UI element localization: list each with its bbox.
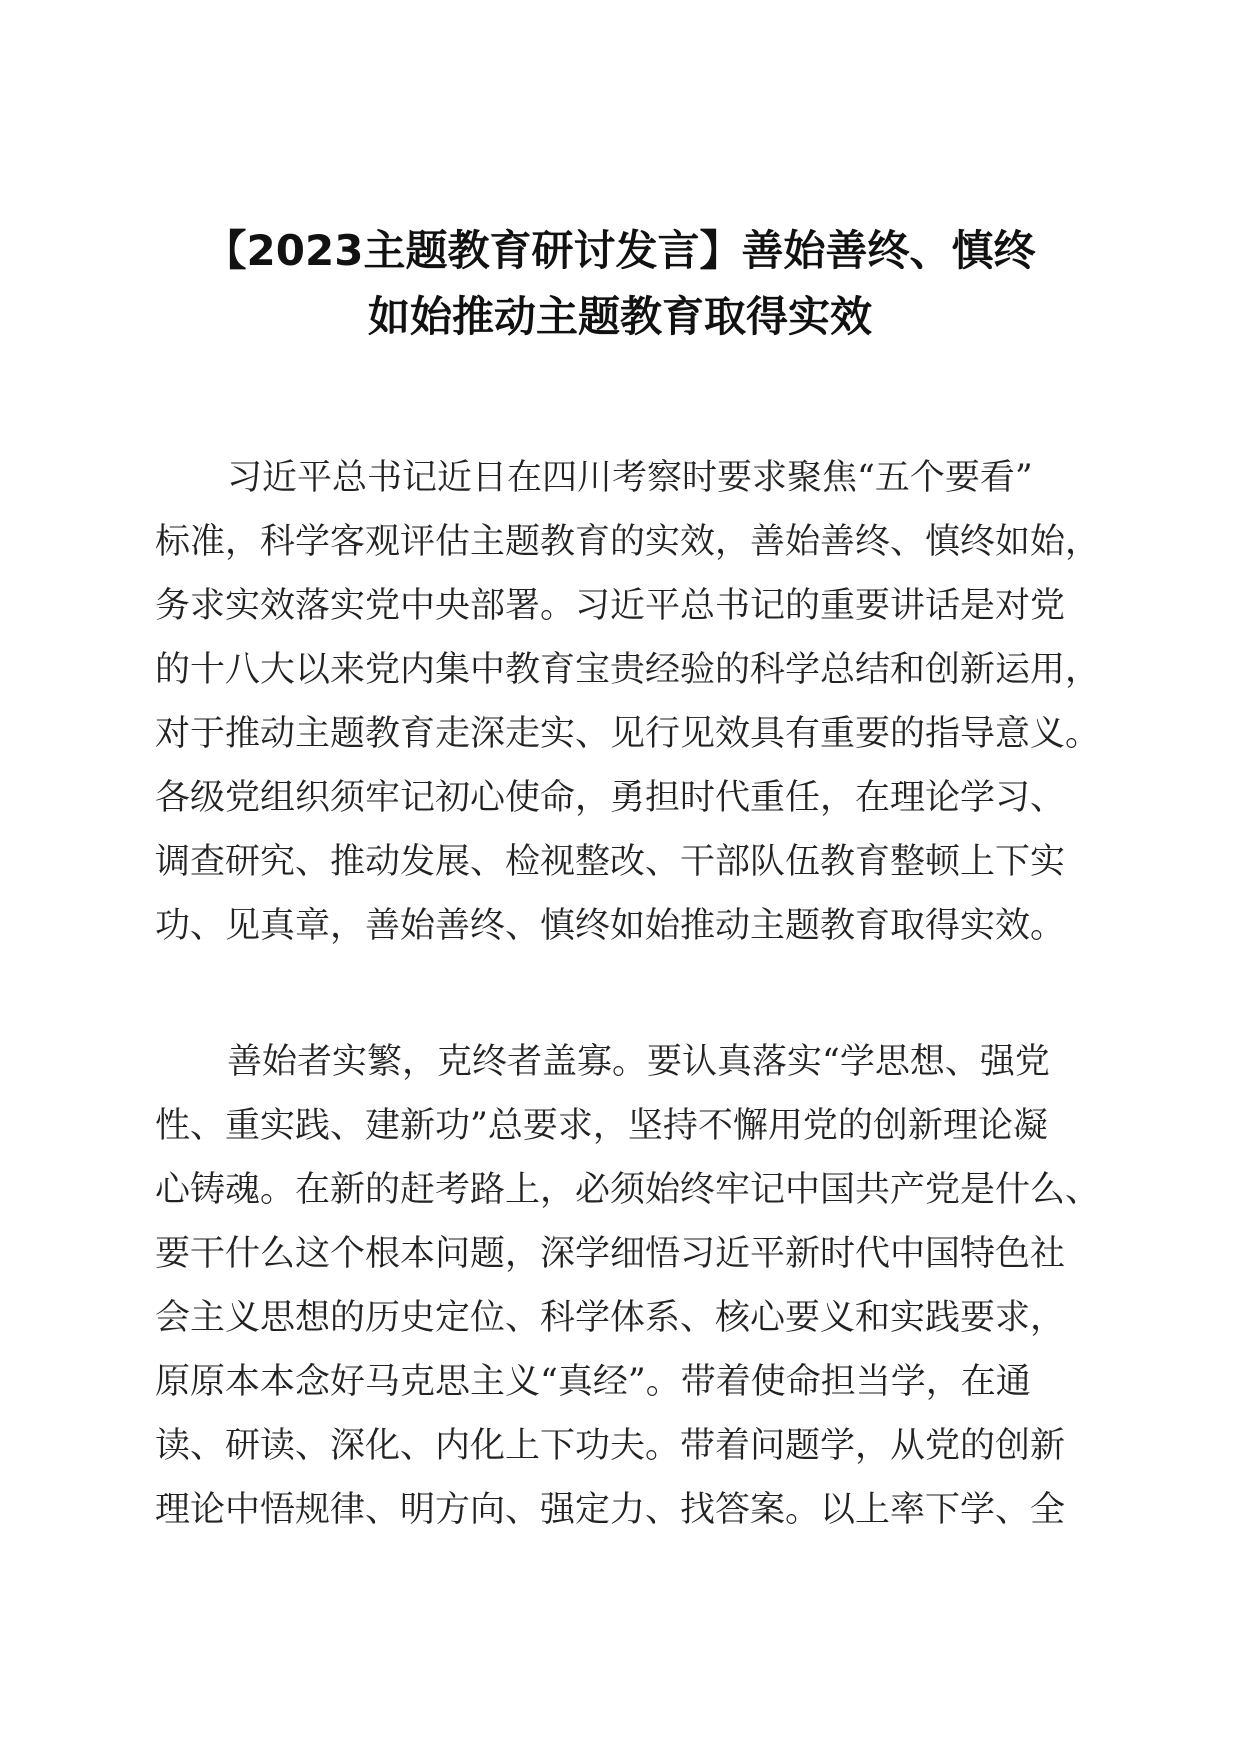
paragraph-line: 习近平总书记近日在四川考察时要求聚焦“五个要看” xyxy=(227,458,1033,498)
paragraph-line: 原原本本念好马克思主义“真经”。带着使命担当学，在通 xyxy=(155,1362,1031,1402)
paragraph-line: 功、见真章，善始善终、慎终如始推动主题教育取得实效。 xyxy=(155,906,1066,946)
paragraph-line: 读、研读、深化、内化上下功夫。带着问题学，从党的创新 xyxy=(155,1426,1066,1466)
paragraph-line: 理论中悟规律、明方向、强定力、找答案。以上率下学、全 xyxy=(155,1490,1066,1530)
paragraph-line: 会主义思想的历史定位、科学体系、核心要义和实践要求， xyxy=(155,1298,1066,1338)
paragraph-line: 性、重实践、建新功”总要求，坚持不懈用党的创新理论凝 xyxy=(155,1106,1048,1146)
title-line-1: 【2023主题教育研讨发言】善始善终、慎终 xyxy=(204,226,1036,275)
paragraph-line: 各级党组织须牢记初心使命，勇担时代重任，在理论学习、 xyxy=(155,778,1066,818)
paragraph-line: 对于推动主题教育走深走实、见行见效具有重要的指导意义。 xyxy=(155,714,1101,754)
paragraph-line: 要干什么这个根本问题，深学细悟习近平新时代中国特色社 xyxy=(155,1234,1066,1274)
paragraph-line: 心铸魂。在新的赶考路上，必须始终牢记中国共产党是什么、 xyxy=(155,1170,1101,1210)
paragraph-line: 善始者实繁，克终者盖寡。要认真落实“学思想、强党 xyxy=(227,1042,1050,1082)
document-title xyxy=(140,218,1100,350)
paragraph-line: 的十八大以来党内集中教育宝贵经验的科学总结和创新运用， xyxy=(155,650,1101,690)
paragraph-2 xyxy=(155,1030,1100,1542)
paragraph-line: 务求实效落实党中央部署。习近平总书记的重要讲话是对党 xyxy=(155,586,1066,626)
title-line-2: 如始推动主题教育取得实效 xyxy=(367,292,872,341)
paragraph-line: 标准，科学客观评估主题教育的实效，善始善终、慎终如始， xyxy=(155,522,1101,562)
paragraph-line: 调查研究、推动发展、检视整改、干部队伍教育整顿上下实 xyxy=(155,842,1066,882)
paragraph-1 xyxy=(155,446,1100,958)
